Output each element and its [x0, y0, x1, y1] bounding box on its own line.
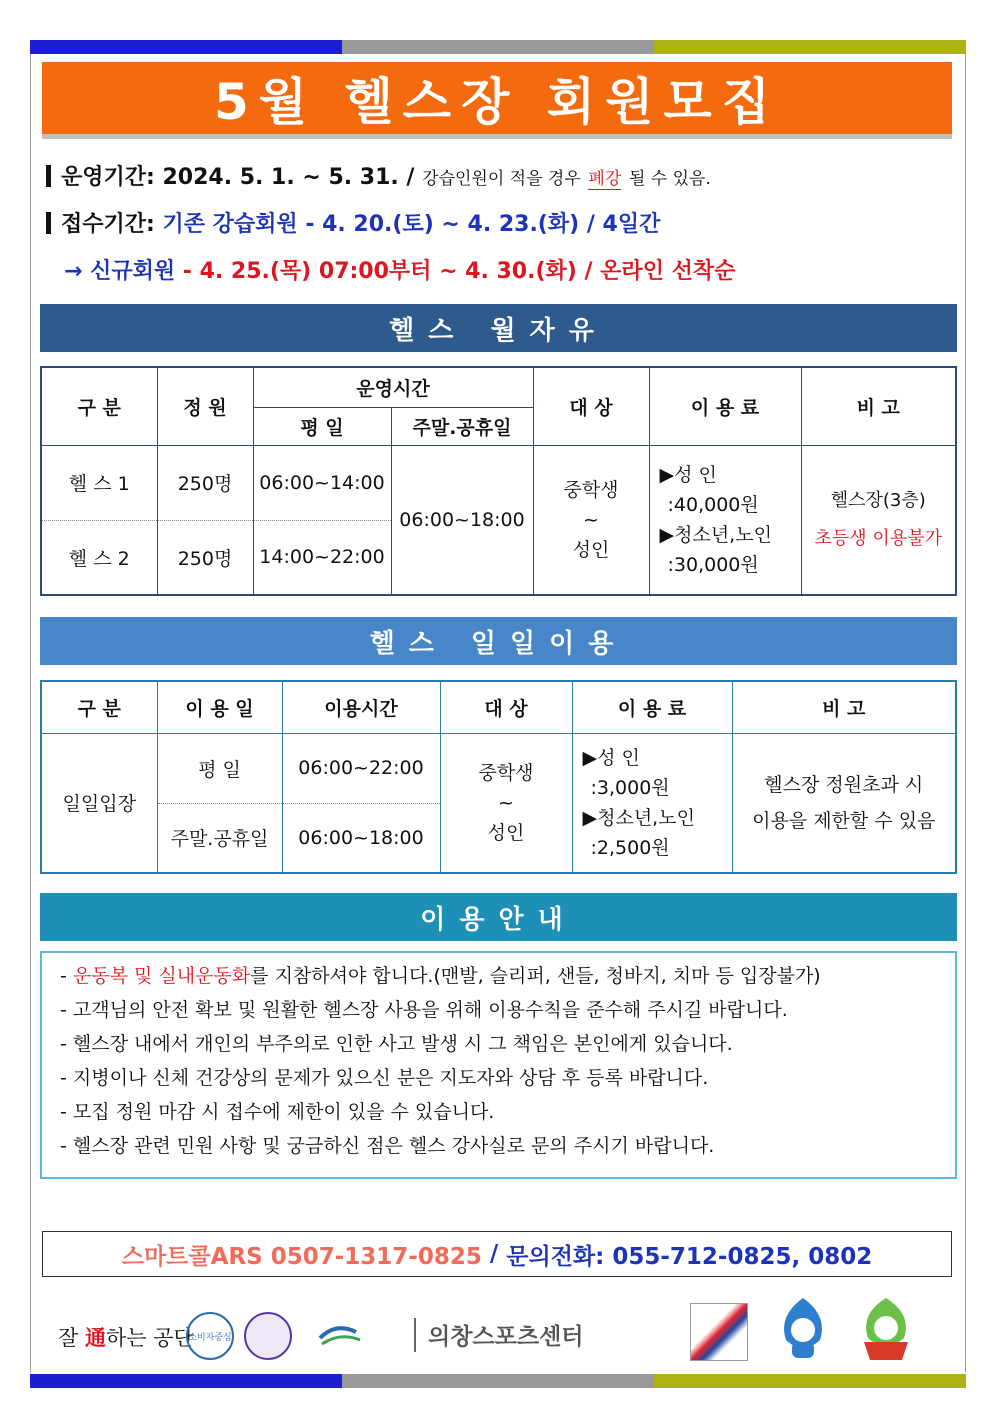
corporation-logo-icon: [316, 1318, 416, 1352]
guide-item-2: - 고객님의 안전 확보 및 원활한 헬스장 사용을 위해 이용수칙을 준수해 주시길 바랍니다.: [60, 999, 788, 1021]
new-member-label: → 신규회원: [64, 259, 176, 284]
daily-col-type: 구 분: [41, 681, 157, 733]
contact-box: 스마트콜ARS 0507-1317-0825 / 문의전화: 055-712-0825, 0802: [42, 1231, 952, 1277]
logo-divider: [414, 1318, 416, 1352]
col-type: 구 분: [41, 367, 157, 446]
service-quality-badge-icon: [690, 1303, 748, 1361]
monthly-target: 중학생 ~ 성인: [533, 446, 649, 595]
registration-existing: 기존 강습회원 - 4. 20.(토) ~ 4. 23.(화) / 4일간: [162, 212, 661, 237]
col-hours: 운영시간: [253, 367, 533, 407]
registration-label: 접수기간:: [61, 212, 155, 237]
daily-target: 중학생 ~ 성인: [440, 733, 572, 873]
daily-note: 헬스장 정원초과 시 이용을 제한할 수 있음: [732, 733, 956, 873]
daily-weekend: 주말.공휴일: [157, 803, 282, 873]
period-line: [46, 160, 711, 191]
col-target: 대 상: [533, 367, 649, 446]
period-note-cancel: 폐강: [588, 169, 622, 189]
daily-col-target: 대 상: [440, 681, 572, 733]
daily-col-time: 이용시간: [282, 681, 440, 733]
registration-line: [46, 207, 660, 238]
monthly-header: 헬스 월자유: [40, 304, 957, 352]
daily-weekday-time: 06:00~22:00: [282, 733, 440, 803]
col-capacity: 정 원: [157, 367, 253, 446]
guide-header: 이용안내: [40, 893, 957, 941]
daily-type: 일일입장: [41, 733, 157, 873]
guide-item-3: - 헬스장 내에서 개인의 부주의로 인한 사고 발생 시 그 책임은 본인에게 있습니다.: [60, 1033, 733, 1055]
weekend-hours: 06:00~18:00: [391, 446, 533, 595]
monthly-table: [40, 366, 957, 596]
col-weekend: 주말.공휴일: [391, 407, 533, 445]
row2-name: 헬 스 2: [41, 520, 157, 595]
ccm-badge-icon: 소비자중심: [186, 1312, 234, 1360]
row1-weekday: 06:00~14:00: [253, 446, 391, 521]
daily-header: 헬스 일일이용: [40, 617, 957, 665]
col-fee: 이 용 료: [649, 367, 801, 446]
row2-weekday: 14:00~22:00: [253, 520, 391, 595]
bottom-color-bar: [30, 1374, 966, 1388]
guide-item-5: - 모집 정원 마감 시 접수에 제한이 있을 수 있습니다.: [60, 1101, 495, 1123]
row1-name: 헬 스 1: [41, 446, 157, 521]
new-member-value: - 4. 25.(목) 07:00부터 ~ 4. 30.(화) / 온라인 선착순: [182, 259, 736, 284]
col-note: 비 고: [801, 367, 956, 446]
daily-col-fee: 이 용 료: [572, 681, 732, 733]
blue-mascot-icon: [768, 1296, 838, 1362]
guide-item-4: - 지병이나 신체 건강상의 문제가 있으신 분은 지도자와 상담 후 등록 바랍니다.: [60, 1067, 709, 1089]
new-member-line: [64, 254, 735, 285]
monthly-note: 헬스장(3층) 초등생 이용불가: [801, 446, 956, 595]
row2-capacity: 250명: [157, 520, 253, 595]
daily-fee: ▶성 인 :3,000원 ▶청소년,노인 :2,500원: [572, 733, 732, 873]
guide-item-6: - 헬스장 관련 민원 사항 및 궁금하신 점은 헬스 강사실로 문의 주시기 바랍니다.: [60, 1135, 715, 1157]
slogan-logo: 잘 通하는 공단: [58, 1326, 194, 1350]
daily-col-day: 이 용 일: [157, 681, 282, 733]
top-color-bar: [30, 40, 966, 54]
row1-capacity: 250명: [157, 446, 253, 521]
green-mascot-icon: [850, 1296, 922, 1362]
col-weekday: 평 일: [253, 407, 391, 445]
certification-badge-icon: [244, 1312, 292, 1360]
monthly-fee: ▶성 인 :40,000원 ▶청소년,노인 :30,000원: [649, 446, 801, 595]
page-title: 5월 헬스장 회원모집: [42, 62, 952, 139]
period-note-pre: 강습인원이 적을 경우: [422, 169, 581, 189]
daily-table: [40, 680, 957, 874]
period-label: 운영기간:: [61, 165, 155, 190]
guide-box: [40, 951, 957, 1179]
period-value: 2024. 5. 1. ~ 5. 31. /: [162, 165, 415, 190]
phone-number: 문의전화: 055-712-0825, 0802: [506, 1243, 873, 1270]
daily-weekend-time: 06:00~18:00: [282, 803, 440, 873]
daily-col-note: 비 고: [732, 681, 956, 733]
guide-item-1: - 운동복 및 실내운동화를 지참하셔야 합니다.(맨발, 슬리퍼, 샌들, 청바지, 치마 등 입장불가): [60, 965, 821, 987]
ars-number: 스마트콜ARS 0507-1317-0825: [121, 1243, 482, 1270]
period-note-post: 될 수 있음.: [628, 169, 711, 189]
center-name: 의창스포츠센터: [428, 1324, 584, 1350]
daily-weekday: 평 일: [157, 733, 282, 803]
